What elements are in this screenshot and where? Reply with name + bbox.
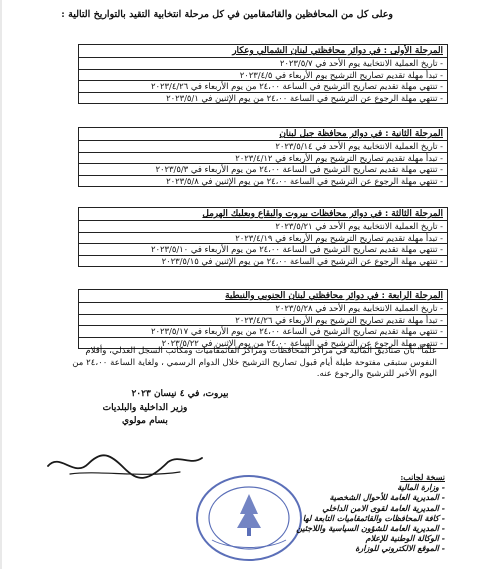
place-date: بيروت، في ٤ نيسان ٢٠٢٣	[131, 389, 229, 399]
phase-row: - تاريخ العملية الانتخابية يوم الأحد في ٢٠٢٣/٥/٢١	[79, 220, 447, 232]
phase-row: - تنتهي مهلة الرجوع عن الترشيح في الساعة ٢٤،٠٠ من يوم الإثنين في ٢٠٢٣/٥/٢٢	[79, 337, 447, 349]
phase-row: - تاريخ العملية الانتخابية يوم الأحد في ٢٠٢٣/٥/١٤	[79, 140, 447, 152]
phase-row: - تنتهي مهلة تقديم تصاريح الترشيح في الساعة ٢٤،٠٠ من يوم الأربعاء في ٢٠٢٣/٥/١٠	[79, 243, 447, 255]
phase-box-1	[78, 44, 448, 104]
intro-paragraph: وعلى كل من المحافظين والقائمقامين في كل مرحلة انتخابية التقيد بالتواريخ التالية :	[61, 9, 393, 20]
handwritten-signature	[40, 448, 210, 488]
copies-item: - الموقع الالكتروني للوزارة	[355, 543, 445, 554]
copies-item: - المديرية العامة للشؤون السياسية واللاجئين	[296, 523, 445, 534]
phase-box-4	[78, 289, 448, 349]
signature-block	[60, 402, 230, 428]
phase-title: المرحلة الثانية : في دوائر محافظة جبل لبنان	[279, 129, 443, 139]
copies-list	[215, 472, 445, 554]
phase-row: - تبدأ مهلة تقديم تصاريح الترشيح يوم الأربعاء في ٢٠٢٣/٤/٢٦	[79, 314, 447, 326]
note-paragraph: علماً" بأن صناديق المالية في مراكز المحافظات ومراكز القائمقاميات ومكاتب السجل العدلي، وأقلام النفوس ستبقى مفتوحة طيلة أيام قبول تصاريح الترشيح خلال الدوام الرسمي ، ولغاية الساعة ٢٤،٠٠ من اليوم الأخير للترشيح والرجوع عنه.	[72, 346, 437, 379]
phase-row: - تنتهي مهلة تقديم تصاريح الترشيح في الساعة ٢٤،٠٠ من يوم الأربعاء في ٢٠٢٣/٤/٢٦	[79, 80, 447, 92]
copies-item: - المديرية العامة لقوى الامن الداخلي	[322, 502, 445, 513]
phase-title: المرحلة الرابعة : في دوائر محافظتي لبنان الجنوبي والنبطية	[225, 291, 443, 301]
phase-row: - تنتهي مهلة الرجوع عن الترشيح في الساعة ٢٤،٠٠ من يوم الإثنين في ٢٠٢٣/٥/١٥	[79, 255, 447, 267]
scan-edge	[0, 0, 2, 569]
phase-row: - تبدأ مهلة تقديم تصاريح الترشيح يوم الأربعاء في ٢٠٢٣/٤/١٩	[79, 232, 447, 244]
copies-item: - الوكالة الوطنية للإعلام	[365, 533, 445, 544]
copies-title: نسخة لجانب:	[400, 472, 445, 482]
phase-row: - تبدأ مهلة تقديم تصاريح الترشيح يوم الأربعاء في ٢٠٢٣/٤/١٢	[79, 152, 447, 164]
phase-row: - تاريخ العملية الانتخابية يوم الأحد في ٢٠٢٣/٥/٢٨	[79, 302, 447, 314]
phase-title: المرحلة الثالثة : في دوائر محافظات بيروت والبقاع وبعلبك الهرمل	[202, 209, 443, 219]
phase-row: - تنتهي مهلة الرجوع عن الترشيح في الساعة ٢٤،٠٠ من يوم الإثنين في ٢٠٢٣/٥/٨	[79, 175, 447, 187]
phase-row: - تنتهي مهلة الرجوع عن الترشيح في الساعة ٢٤،٠٠ من يوم الإثنين في ٢٠٢٣/٥/١	[79, 92, 447, 104]
minister-name: بسام مولوي	[122, 416, 168, 426]
phase-title: المرحلة الأولى : في دوائر محافظتي لبنان الشمالي وعكار	[232, 46, 443, 56]
phase-box-2	[78, 127, 448, 187]
minister-title: وزير الداخلية والبلديات	[102, 403, 188, 413]
phase-row: - تنتهي مهلة تقديم تصاريح الترشيح في الساعة ٢٤،٠٠ من يوم الأربعاء في ٢٠٢٣/٥/١٧	[79, 325, 447, 337]
copies-item: - المديرية العامة للأحوال الشخصية	[329, 492, 445, 503]
phase-row: - تنتهي مهلة تقديم تصاريح الترشيح في الساعة ٢٤،٠٠ من يوم الأربعاء في ٢٠٢٣/٥/٣	[79, 163, 447, 175]
phase-row: - تبدأ مهلة تقديم تصاريح الترشيح يوم الأربعاء في ٢٠٢٣/٤/٥	[79, 69, 447, 81]
phase-row: - تاريخ العملية الانتخابية يوم الأحد في ٢٠٢٣/٥/٧	[79, 57, 447, 69]
phase-box-3	[78, 207, 448, 267]
copies-item: - كافة المحافظات والقائمقاميات التابعة لها	[302, 512, 445, 523]
copies-item: - وزارة المالية	[397, 482, 445, 493]
